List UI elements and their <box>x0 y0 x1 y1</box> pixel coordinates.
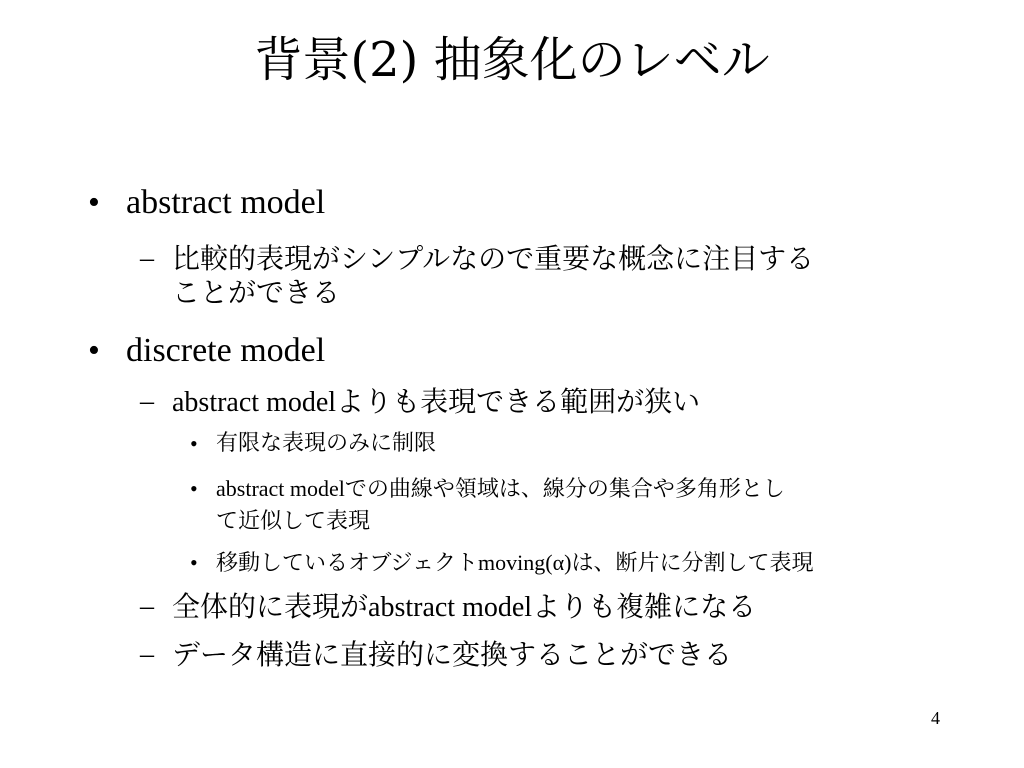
bullet-icon: • <box>88 184 100 221</box>
bullet-abstract-model: abstract model <box>126 184 326 221</box>
slide-title: 背景(2) 抽象化のレベル <box>254 32 770 88</box>
sub-range-narrow <box>172 385 700 420</box>
sub-data-structure: データ構造に直接的に変換することができる <box>172 638 733 671</box>
bullet-discrete-model: discrete model <box>126 332 326 369</box>
bullet-icon: • <box>88 332 100 369</box>
sub-more-complex-end: よりも複雑になる <box>532 590 757 623</box>
subsub-curve-approximation-en: abstract model <box>216 476 345 501</box>
bullet-icon: • <box>190 431 198 456</box>
subsub-moving-objects-end: は、断片に分割して表現 <box>571 551 814 576</box>
subsub-moving-objects <box>216 547 813 579</box>
sub-more-complex-en: abstract model <box>368 592 533 623</box>
sub-more-complex <box>172 590 756 625</box>
bullet-icon: • <box>190 550 198 575</box>
sub-more-complex-jp: 全体的に表現が <box>172 590 369 623</box>
dash-icon: – <box>140 591 154 622</box>
bullet-icon: • <box>190 476 198 501</box>
subsub-moving-objects-jp: 移動しているオブジェクト <box>216 551 479 576</box>
subsub-curve-approximation <box>216 473 936 537</box>
page-number: 4 <box>931 708 940 728</box>
subsub-moving-objects-en: moving(α) <box>478 550 572 575</box>
sub-range-narrow-jp: よりも表現できる範囲が狭い <box>336 385 701 418</box>
dash-icon: – <box>140 243 154 274</box>
subsub-curve-approximation-jp: での曲線や領域は、線分の集合や多角形とし て近似して表現 <box>216 477 785 534</box>
dash-icon: – <box>140 386 154 417</box>
dash-icon: – <box>140 639 154 670</box>
sub-range-narrow-en: abstract model <box>172 387 337 418</box>
subsub-finite-representation: 有限な表現のみに制限 <box>216 431 437 456</box>
sub-abstract-description: 比較的表現がシンプルなので重要な概念に注目する ことができる <box>172 242 815 309</box>
